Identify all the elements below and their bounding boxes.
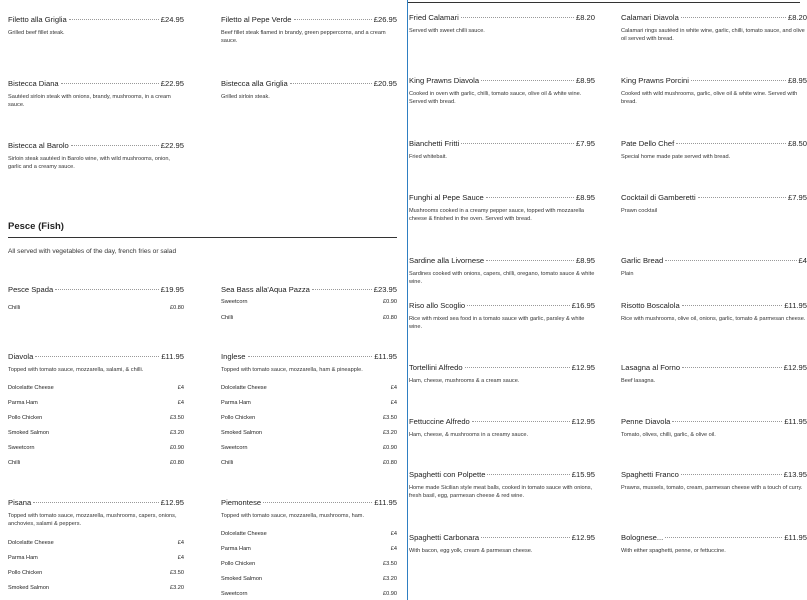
extra-price: £3.20	[170, 585, 184, 591]
extra-price: £4	[177, 400, 184, 406]
menu-item-filetto-alla-griglia	[8, 15, 184, 37]
extra-option	[8, 430, 184, 437]
extra-name: Dolcelatte Cheese	[8, 540, 54, 546]
item-price: £11.95	[784, 301, 807, 310]
item-name: Calamari Diavola	[621, 13, 679, 22]
item-name: Sea Bass alla'Aqua Pazza	[221, 285, 310, 294]
menu-item-pesce-spada	[8, 285, 184, 294]
item-name: Bistecca Diana	[8, 79, 59, 88]
item-name: Pesce Spada	[8, 285, 54, 294]
extra-price: £3.20	[170, 430, 184, 436]
extra-option	[8, 305, 184, 312]
extra-price: £4	[390, 400, 397, 406]
extra-option	[221, 315, 397, 322]
leader-dots	[461, 143, 574, 144]
leader-dots	[248, 356, 373, 357]
extra-option	[221, 430, 397, 437]
menu-item-sardine-alla-livornese	[409, 256, 595, 287]
leader-dots	[55, 289, 159, 290]
item-name: King Prawns Diavola	[409, 76, 480, 85]
item-name: Bistecca alla Griglia	[221, 79, 288, 88]
item-description: Topped with tomato sauce, mozzarella, mushrooms, ham.	[221, 513, 365, 519]
extra-price: £0.80	[170, 305, 184, 311]
item-name: Filetto al Pepe Verde	[221, 15, 292, 24]
item-price: £20.95	[373, 79, 397, 88]
extra-name: Chilli	[221, 315, 234, 321]
leader-dots	[676, 143, 786, 144]
item-description: Grilled sirloin steak.	[221, 94, 270, 100]
item-description: Mushrooms cooked in a creamy pepper sauce, topped with mozzarella cheese & finished in the oven. Served with bread.	[409, 208, 585, 223]
menu-item-riso-allo-scoglio	[409, 301, 595, 332]
leader-dots	[665, 260, 796, 261]
item-description: Fried whitebait.	[409, 154, 447, 160]
item-name: Risotto Boscalola	[621, 301, 680, 310]
extra-option	[221, 415, 397, 422]
menu-item-calamari-diavola	[621, 13, 807, 44]
section-subtitle: All served with vegetables of the day, french fries or salad	[8, 248, 177, 255]
leader-dots	[486, 260, 574, 261]
item-price: £8.95	[575, 256, 595, 265]
item-name: Spaghetti Franco	[621, 470, 679, 479]
panel-divider-line	[407, 0, 408, 600]
item-name: Bianchetti Fritti	[409, 139, 460, 148]
extra-name: Parma Ham	[221, 400, 251, 406]
extra-price: £3.50	[170, 415, 184, 421]
item-price: £12.95	[571, 533, 595, 542]
item-price: £8.20	[787, 13, 807, 22]
section-title-fish: Pesce (Fish)	[8, 221, 64, 232]
extra-price: £3.20	[383, 430, 397, 436]
extra-price: £0.80	[383, 315, 397, 321]
item-description: Ham, cheese, mushrooms & a cream sauce.	[409, 378, 520, 384]
item-name: Funghi al Pepe Sauce	[409, 193, 484, 202]
menu-item-funghi-al-pepe-sauce	[409, 193, 595, 224]
leader-dots	[681, 17, 786, 18]
item-description: Rice with mixed sea food in a tomato sauce with garlic, parsley & white wine.	[409, 316, 585, 331]
item-name: Bolognese...	[621, 533, 664, 542]
leader-dots	[682, 367, 782, 368]
item-price: £11.95	[161, 352, 184, 361]
item-description: Beef lasagna.	[621, 378, 656, 384]
extra-name: Parma Ham	[8, 400, 38, 406]
section-rule	[8, 237, 397, 238]
extra-option	[8, 400, 184, 407]
item-name: Sardine alla Livornese	[409, 256, 485, 265]
item-name: Riso allo Scoglio	[409, 301, 466, 310]
item-description: Prawn cocktail	[621, 208, 658, 214]
leader-dots	[35, 356, 159, 357]
item-description: Prawns, mussels, tomato, cream, parmesan cheese with a touch of curry.	[621, 485, 803, 491]
item-name: Fried Calamari	[409, 13, 459, 22]
item-price: £15.95	[571, 470, 595, 479]
extra-option	[221, 546, 397, 553]
extra-option	[221, 531, 397, 538]
item-name: Bistecca al Barolo	[8, 141, 69, 150]
menu-item-spaghetti-carbonara	[409, 533, 595, 555]
menu-item-tortellini-alfredo	[409, 363, 595, 385]
extra-name: Chilli	[221, 460, 234, 466]
item-price: £13.95	[783, 470, 807, 479]
leader-dots	[672, 421, 782, 422]
extra-option	[8, 460, 184, 467]
extra-name: Sweetcorn	[221, 299, 248, 305]
extra-name: Chilli	[8, 460, 21, 466]
extra-name: Sweetcorn	[8, 445, 35, 451]
item-price: £8.50	[787, 139, 807, 148]
menu-item-king-prawns-diavola	[409, 76, 595, 107]
item-name: Pisana	[8, 498, 32, 507]
extra-name: Smoked Salmon	[221, 430, 263, 436]
item-description: Tomato, olives, chilli, garlic, & olive oil.	[621, 432, 716, 438]
extra-name: Pollo Chicken	[221, 415, 256, 421]
leader-dots	[481, 537, 570, 538]
extra-price: £0.90	[170, 445, 184, 451]
item-price: £11.95	[784, 533, 807, 542]
item-name: Fettuccine Alfredo	[409, 417, 470, 426]
item-description: Served with sweet chilli sauce.	[409, 28, 485, 34]
item-price: £7.95	[787, 193, 807, 202]
menu-item-piemontese	[221, 498, 397, 520]
menu-item-pate-dello-chef	[621, 139, 807, 161]
item-name: Garlic Bread	[621, 256, 664, 265]
menu-item-spaghetti-franco	[621, 470, 807, 492]
menu-item-spaghetti-con-polpette	[409, 470, 595, 501]
menu-item-bistecca-al-barolo	[8, 141, 184, 172]
menu-item-fried-calamari	[409, 13, 595, 35]
extra-name: Sweetcorn	[221, 445, 248, 451]
leader-dots	[698, 197, 786, 198]
menu-item-inglese	[221, 352, 397, 374]
extra-name: Smoked Salmon	[8, 430, 50, 436]
leader-dots	[691, 80, 786, 81]
item-description: Sirloin steak sautéed in Barolo wine, with wild mushrooms, onion, garlic and a creamy sauce.	[8, 156, 170, 171]
extra-price: £0.90	[383, 591, 397, 597]
extra-price: £3.50	[383, 561, 397, 567]
extra-price: £0.80	[170, 460, 184, 466]
menu-item-bistecca-alla-griglia	[221, 79, 397, 101]
leader-dots	[481, 80, 574, 81]
extra-name: Pollo Chicken	[8, 570, 43, 576]
item-description: Rice with mushrooms, olive oil, onions, garlic, tomato & parmesan cheese.	[621, 316, 806, 322]
item-price: £11.95	[784, 417, 807, 426]
extra-option	[221, 299, 397, 306]
extra-name: Pollo Chicken	[8, 415, 43, 421]
leader-dots	[682, 305, 783, 306]
leader-dots	[61, 83, 159, 84]
item-name: Pate Dello Chef	[621, 139, 675, 148]
menu-item-king-prawns-porcini	[621, 76, 807, 107]
extra-name: Parma Ham	[221, 546, 251, 552]
extra-name: Chilli	[8, 305, 21, 311]
item-price: £16.95	[571, 301, 595, 310]
extra-price: £3.50	[383, 415, 397, 421]
menu-item-fettuccine-alfredo	[409, 417, 595, 439]
leader-dots	[69, 19, 159, 20]
item-name: King Prawns Porcini	[621, 76, 689, 85]
item-price: £8.95	[787, 76, 807, 85]
leader-dots	[486, 197, 574, 198]
item-name: Piemontese	[221, 498, 262, 507]
leader-dots	[665, 537, 782, 538]
extra-option	[8, 540, 184, 547]
extra-option	[8, 445, 184, 452]
leader-dots	[290, 83, 372, 84]
leader-dots	[681, 474, 782, 475]
extra-price: £0.80	[383, 460, 397, 466]
leader-dots	[461, 17, 574, 18]
item-name: Inglese	[221, 352, 246, 361]
extra-option	[221, 445, 397, 452]
item-price: £8.95	[575, 193, 595, 202]
extra-name: Parma Ham	[8, 555, 38, 561]
leader-dots	[263, 502, 372, 503]
item-description: Cooked with wild mushrooms, garlic, olive oil & white wine. Served with bread.	[621, 91, 798, 106]
menu-item-penne-diavola	[621, 417, 807, 439]
extra-option	[221, 561, 397, 568]
extra-price: £4	[390, 546, 397, 552]
item-price: £24.95	[160, 15, 184, 24]
item-price: £12.95	[571, 363, 595, 372]
item-description: Topped with tomato sauce, mozzarella, salami, & chilli.	[8, 367, 144, 373]
item-price: £8.95	[575, 76, 595, 85]
extra-option	[221, 400, 397, 407]
item-price: £8.20	[575, 13, 595, 22]
item-price: £22.95	[160, 141, 184, 150]
extra-price: £4	[390, 385, 397, 391]
leader-dots	[312, 289, 372, 290]
item-description: Special home made pate served with bread.	[621, 154, 731, 160]
extra-option	[8, 385, 184, 392]
extra-price: £3.20	[383, 576, 397, 582]
extra-option	[8, 555, 184, 562]
item-description: Topped with tomato sauce, mozzarella, ham & pineapple.	[221, 367, 363, 373]
item-name: Lasagna al Forno	[621, 363, 681, 372]
menu-item-bolognese	[621, 533, 807, 555]
extra-price: £0.90	[383, 299, 397, 305]
menu-item-garlic-bread	[621, 256, 807, 278]
item-name: Penne Diavola	[621, 417, 671, 426]
extra-option	[8, 415, 184, 422]
extra-price: £0.90	[383, 445, 397, 451]
item-price: £12.95	[571, 417, 595, 426]
leader-dots	[294, 19, 372, 20]
item-price: £19.95	[160, 285, 184, 294]
item-description: Sautéed sirloin steak with onions, brandy, mushrooms, in a cream sauce.	[8, 94, 171, 109]
item-name: Spaghetti con Polpette	[409, 470, 486, 479]
leader-dots	[487, 474, 569, 475]
extra-price: £4	[390, 531, 397, 537]
menu-item-lasagna-al-forno	[621, 363, 807, 385]
item-price: £7.95	[575, 139, 595, 148]
extra-name: Dolcelatte Cheese	[221, 531, 267, 537]
extra-name: Smoked Salmon	[221, 576, 263, 582]
item-description: Plain	[621, 271, 634, 277]
extra-option	[221, 460, 397, 467]
extra-price: £3.50	[170, 570, 184, 576]
item-price: £26.95	[373, 15, 397, 24]
extra-option	[8, 585, 184, 592]
leader-dots	[71, 145, 159, 146]
extra-name: Dolcelatte Cheese	[8, 385, 54, 391]
extra-name: Sweetcorn	[221, 591, 248, 597]
menu-item-sea-bass	[221, 285, 397, 294]
leader-dots	[33, 502, 159, 503]
item-description: Cooked in oven with garlic, chilli, tomato sauce, olive oil & white wine. Served with bread.	[409, 91, 582, 106]
item-description: Sardines cooked with onions, capers, chilli, oregano, tomato sauce & white wine.	[409, 271, 595, 286]
item-description: Calamari rings sautéed in white wine, garlic, chilli, tomato sauce, and olive oil served with bread.	[621, 28, 805, 43]
menu-item-filetto-al-pepe-verde	[221, 15, 397, 46]
item-description: Ham, cheese, & mushrooms in a creamy sauce.	[409, 432, 529, 438]
extra-price: £4	[177, 555, 184, 561]
item-description: Topped with tomato sauce, mozzarella, mushrooms, capers, onions, anchovies, salami & peppers.	[8, 513, 177, 528]
extra-option	[8, 570, 184, 577]
item-name: Diavola	[8, 352, 34, 361]
item-name: Cocktail di Gamberetti	[621, 193, 696, 202]
item-price: £4	[798, 256, 807, 265]
extra-name: Dolcelatte Cheese	[221, 385, 267, 391]
item-price: £12.95	[160, 498, 184, 507]
extra-name: Pollo Chicken	[221, 561, 256, 567]
item-name: Tortellini Alfredo	[409, 363, 463, 372]
menu-item-cocktail-di-gamberetti	[621, 193, 807, 215]
menu-item-bistecca-diana	[8, 79, 184, 110]
extra-price: £4	[177, 540, 184, 546]
item-description: With bacon, egg yolk, cream & parmesan cheese.	[409, 548, 533, 554]
item-description: Beef fillet steak flamed in brandy, green peppercorns, and a cream sauce.	[221, 30, 386, 45]
menu-item-risotto-boscalola	[621, 301, 807, 323]
extra-option	[221, 576, 397, 583]
extra-option	[221, 591, 397, 598]
item-price: £22.95	[160, 79, 184, 88]
item-price: £12.95	[783, 363, 807, 372]
extra-option	[221, 385, 397, 392]
leader-dots	[467, 305, 570, 306]
item-description: Grilled beef fillet steak.	[8, 30, 65, 36]
extra-name: Smoked Salmon	[8, 585, 50, 591]
item-price: £11.95	[374, 498, 397, 507]
top-rule	[408, 2, 800, 3]
extra-price: £4	[177, 385, 184, 391]
leader-dots	[465, 367, 570, 368]
item-price: £11.95	[374, 352, 397, 361]
item-name: Filetto alla Griglia	[8, 15, 67, 24]
item-name: Spaghetti Carbonara	[409, 533, 480, 542]
item-price: £23.95	[373, 285, 397, 294]
menu-item-diavola	[8, 352, 184, 374]
item-description: With either spaghetti, penne, or fettuccine.	[621, 548, 726, 554]
item-description: Home made Sicilian style meat balls, cooked in tomato sauce with onions, fresh basil, egg, parmesan cheese & red wine.	[409, 485, 593, 500]
menu-item-pisana	[8, 498, 184, 529]
leader-dots	[472, 421, 570, 422]
menu-item-bianchetti-fritti	[409, 139, 595, 161]
